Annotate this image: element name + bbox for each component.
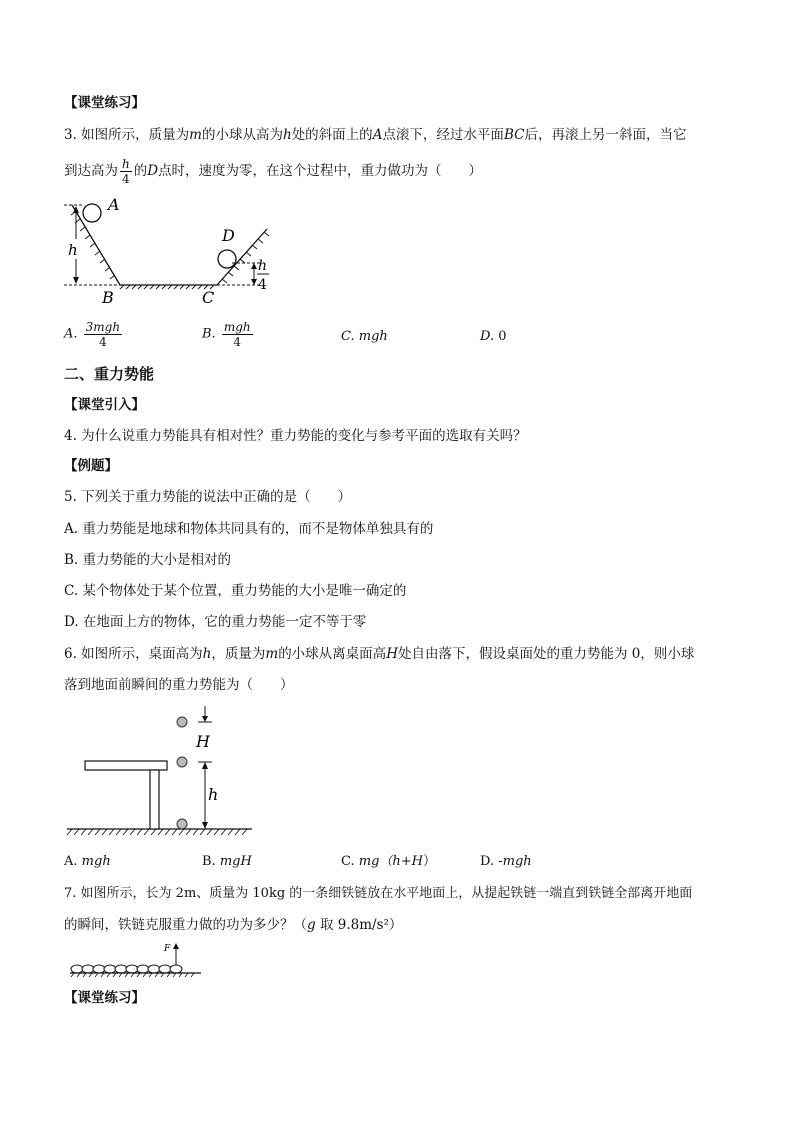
section-practice-heading: 【课堂练习】 (64, 95, 145, 111)
q3-stem-line2: 到达高为 $\frac{h}{4}$ 的D点时，速度为零，在这个过程中，重力做功为（ ） (64, 157, 483, 186)
h4-arrow-down-icon (251, 279, 257, 285)
q3-option-d[interactable]: D. 0 (480, 329, 507, 344)
table-leg (150, 770, 159, 829)
label-d: D (222, 226, 235, 245)
label-h4-num: h (258, 258, 268, 274)
q5-option-b[interactable]: B. 重力势能的大小是相对的 (64, 552, 232, 568)
h-arrow-up-icon-q6 (202, 762, 208, 769)
label-h: h (68, 241, 78, 259)
H-arrow-down-icon (202, 716, 208, 722)
q5-option-c[interactable]: C. 某个物体处于某个位置，重力势能的大小是唯一确定的 (64, 583, 407, 599)
ground-hatching (67, 829, 247, 835)
h-arrow-down-icon (73, 277, 79, 284)
q6-stem-line2: 落到地面前瞬间的重力势能为（ ） (64, 677, 294, 693)
q6-stem-line1: 6. 如图所示，桌面高为h，质量为m的小球从离桌面高H处自由落下，假设桌面处的重力势能为 0，则小球 (64, 646, 695, 662)
q6-option-b[interactable]: B. mgH (202, 854, 252, 869)
q5-option-d[interactable]: D. 在地面上方的物体，它的重力势能一定不等于零 (64, 614, 367, 630)
ball-ground (177, 819, 187, 829)
q6-option-d[interactable]: D. -mgh (480, 854, 532, 869)
label-H: H (196, 732, 210, 751)
label-h-q6: h (208, 785, 219, 804)
chain-links (71, 965, 182, 973)
q3-incline-figure (62, 193, 292, 308)
q3-option-a[interactable]: A. $\frac{\text{3mgh}}{4}$ (64, 320, 121, 349)
label-h4-den: 4 (258, 277, 267, 293)
table-top (85, 761, 167, 770)
ball-table-level (177, 757, 187, 767)
h-arrow-down-icon-q6 (202, 822, 208, 829)
label-b: B (102, 288, 114, 307)
q6-table-figure (62, 700, 262, 845)
q7-stem-line2: 的瞬间，铁链克服重力做的功为多少？（g 取 9.8m/s²） (64, 917, 403, 933)
q3-stem-line1: 3. 如图所示，质量为m的小球从高为h处的斜面上的A点滚下，经过水平面BC后，再滚上另一斜面，当它 (64, 127, 687, 143)
section-practice-heading-2: 【课堂练习】 (64, 990, 145, 1006)
label-F: F (164, 944, 171, 954)
q6-option-c[interactable]: C. mg（h+H） (341, 854, 437, 869)
q5-option-a[interactable]: A. 重力势能是地球和物体共同具有的，而不是物体单独具有的 (64, 521, 434, 537)
force-arrow-up-icon (173, 943, 179, 949)
label-c: C (202, 288, 215, 307)
ball-d (218, 250, 236, 268)
q4-text: 4. 为什么说重力势能具有相对性？重力势能的变化与参考平面的选取有关吗？ (64, 428, 527, 444)
q7-chain-figure (66, 940, 206, 980)
q3-option-c[interactable]: C. mgh (341, 329, 388, 344)
ball-top (177, 717, 187, 727)
q6-option-a[interactable]: A. mgh (64, 854, 111, 869)
q5-stem: 5. 下列关于重力势能的说法中正确的是（ ） (64, 489, 352, 505)
h-over-4-fraction: $\frac{h}{4}$ (122, 157, 130, 186)
section-intro-heading: 【课堂引入】 (64, 397, 145, 413)
section-example-heading: 【例题】 (64, 458, 118, 474)
section-gravity-potential-heading: 二、重力势能 (64, 365, 155, 383)
h4-arrow-up-icon (251, 263, 257, 269)
q7-stem-line1: 7. 如图所示，长为 2m、质量为 10kg 的一条细铁链放在水平地面上，从提起铁链一端直到铁链全部离开地面 (64, 886, 693, 901)
label-a: A (108, 195, 120, 214)
q3-option-b[interactable]: B. $\frac{\text{mgh}}{4}$ (202, 320, 251, 349)
ball-a (83, 204, 101, 222)
